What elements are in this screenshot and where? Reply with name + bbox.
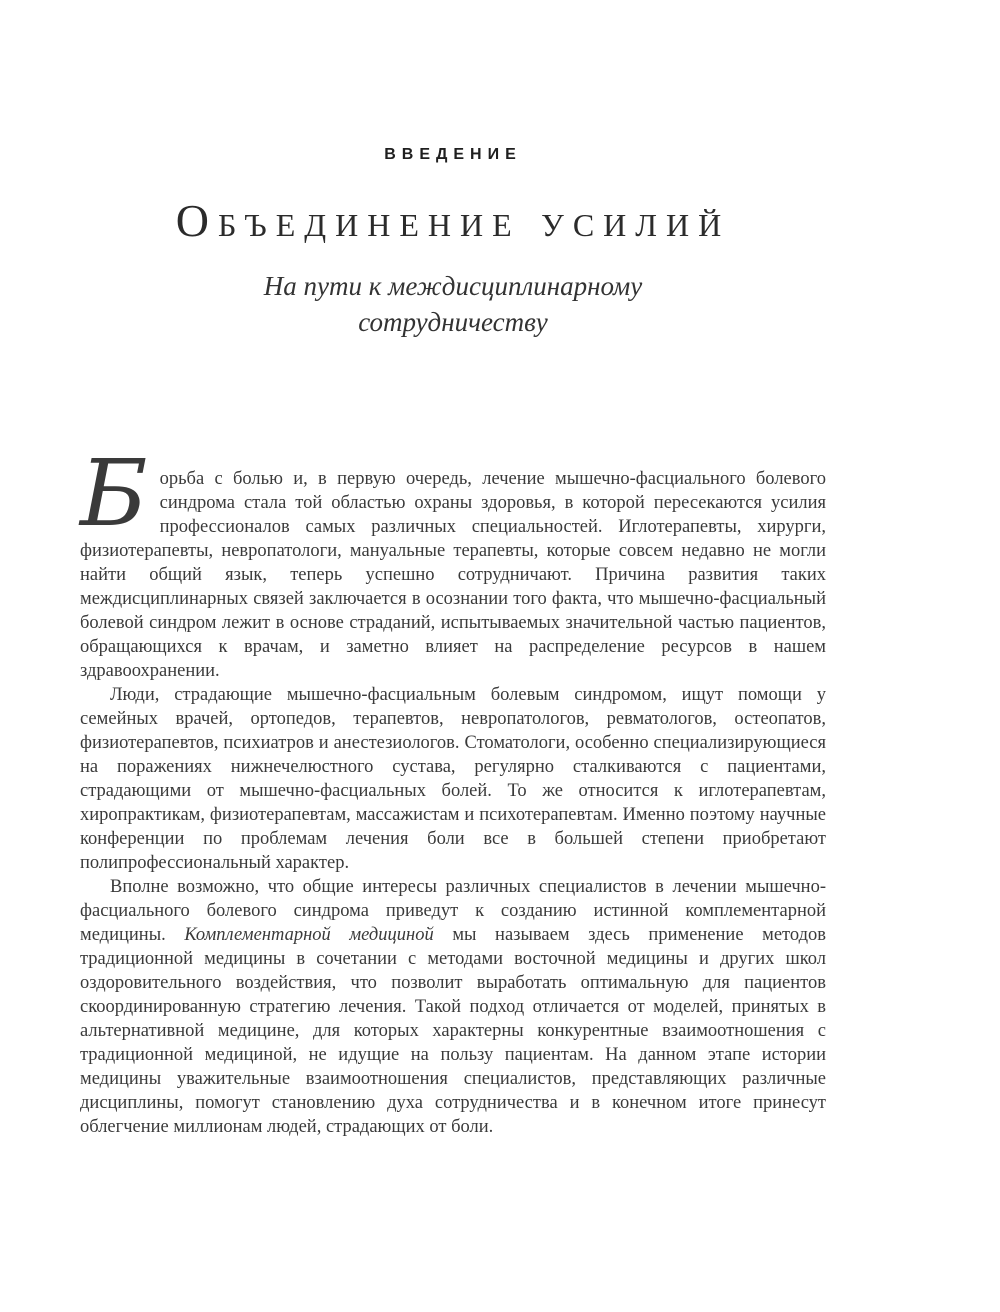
paragraph-3-tail: мы называем здесь применение методов традиционной медицины в сочетании с методами восточной медицины и других школ оздоровительного воздействия, что позволит выработать оптимальную для пациентов скоординированную стратегию лечения. Такой подход отличается от моделей, принятых в альтернативной медицине, для которых характерны конкурентные взаимоотношения с традиционной медициной, не идущие на пользу пациентам. На данном этапе истории медицины уважительные взаимоотношения специалистов, представляющих различные дисциплины, помогут становлению духа сотрудничества и в конечном итоге принесут облегчение миллионам людей, страдающих от боли. <box>80 924 827 1137</box>
chapter-title: Объединение усилий <box>175 195 731 246</box>
body-text <box>80 439 827 1139</box>
paragraph-3 <box>80 875 826 1139</box>
paragraph-3-lead: Вполне возможно, что общие интересы различных специалистов в лечении мышечно-фасциального болевого синдрома приведут к созданию истинной комплементарной медицины. <box>80 876 826 945</box>
chapter-subtitle <box>80 268 826 341</box>
section-kicker: ВВЕДЕНИЕ <box>384 146 522 163</box>
paragraph-2: Люди, страдающие мышечно-фасциальным болевым синдромом, ищут помощи у семейных врачей, ортопедов, терапевтов, невропатологов, ревматологов, остеопатов, физиотерапевтов, психиатров и анестезиологов. Стоматологи, особенно специализирующиеся на поражениях нижнечелюстного сустава, регулярно сталкиваются с пациентами, страдающими от мышечно-фасциальных болей. То же относится к иглотерапевтам, хиропрактикам, физиотерапевтам, массажистам и психотерапевтам. Именно поэтому научные конференции по проблемам лечения боли все в большей степени приобретают полипрофессиональный характер. <box>80 684 826 873</box>
text-block <box>80 0 826 1139</box>
paragraph-3-emphasis: Комплементарной медициной <box>184 924 434 945</box>
dropcap-letter: Б <box>80 439 148 547</box>
paragraph-1-text: орьба с болью и, в первую очередь, лечение мышечно-фасциального болевого синдрома стала той областью охраны здоровья, в которой пересекаются усилия профессионалов самых различных специальностей. Иглотерапевты, хирурги, физиотерапевты, невропатологи, мануальные терапевты, которые совсем недавно не могли найти общий язык, теперь успешно сотрудничают. Причина развития таких междисциплинарных связей заключается в осознании того факта, что мышечно-фасциальный болевой синдром лежит в основе страданий, испытываемых значительной частью пациентов, обращающихся к врачам, и заметно влияет на распределение ресурсов в нашем здравоохранении. <box>80 468 826 681</box>
subtitle-line-1: На пути к междисциплинарному <box>263 271 643 301</box>
subtitle-line-2: сотрудничеству <box>358 307 548 338</box>
paragraph-1 <box>80 439 826 683</box>
